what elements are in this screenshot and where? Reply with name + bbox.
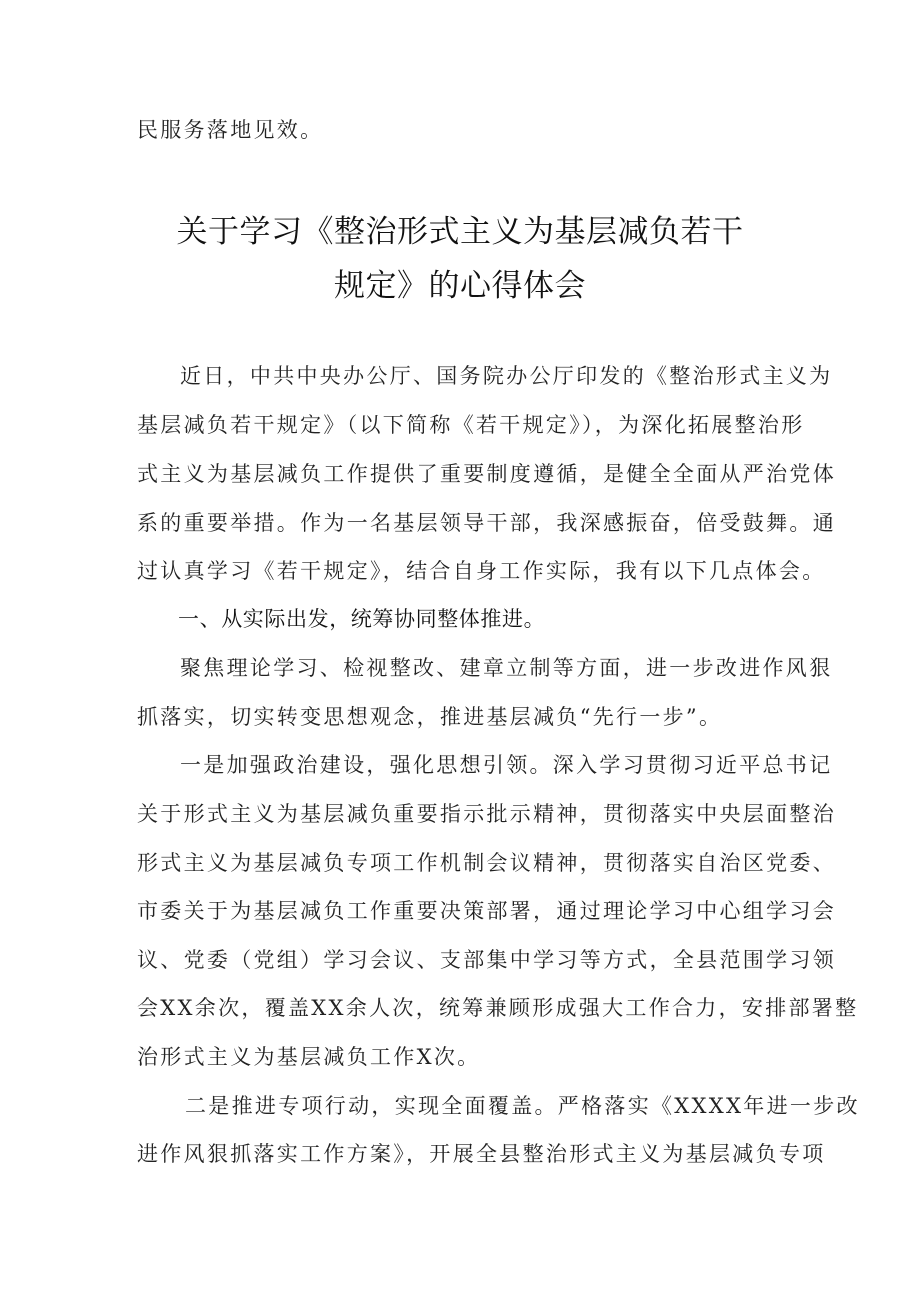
point1-line-1: 一是加强政治建设，强化思想引领。深入学习贯彻习近平总书记 bbox=[180, 753, 833, 777]
section1-intro-line-2: 抓落实，切实转变思想观念，推进基层减负“先行一步”。 bbox=[137, 705, 723, 729]
point1-line-2: 关于形式主义为基层减负重要指示批示精神，贯彻落实中央层面整治 bbox=[137, 802, 836, 826]
point1-line-5: 议、党委（党组）学习会议、支部集中学习等方式，全县范围学习领 bbox=[137, 948, 836, 972]
point1-line-6: 会XX余次，覆盖XX余人次，统筹兼顾形成强大工作合力，安排部署整 bbox=[137, 996, 859, 1020]
carryover-line: 民服务落地见效。 bbox=[137, 118, 324, 142]
intro-line-2: 基层减负若干规定》（以下简称《若干规定》），为深化拓展整治形 bbox=[137, 413, 805, 437]
intro-line-5: 过认真学习《若干规定》，结合自身工作实际，我有以下几点体会。 bbox=[137, 559, 826, 583]
point1-line-7: 治形式主义为基层减负工作X次。 bbox=[137, 1045, 481, 1069]
intro-line-3: 式主义为基层减负工作提供了重要制度遵循，是健全全面从严治党体 bbox=[137, 462, 836, 486]
title-line-2: 规定》的心得体会 bbox=[334, 268, 586, 304]
point1-line-3: 形式主义为基层减负专项工作机制会议精神，贯彻落实自治区党委、 bbox=[137, 851, 836, 875]
point2-line-1: 二是推进专项行动，实现全面覆盖。严格落实《XXXX年进一步改 bbox=[185, 1094, 860, 1118]
section1-intro-line-1: 聚焦理论学习、检视整改、建章立制等方面，进一步改进作风狠 bbox=[180, 656, 833, 680]
section1-heading: 一、从实际出发，统筹协同整体推进。 bbox=[178, 607, 546, 631]
intro-line-4: 系的重要举措。作为一名基层领导干部，我深感振奋，倍受鼓舞。通 bbox=[137, 511, 836, 535]
title-line-1: 关于学习《整治形式主义为基层减负若干 bbox=[176, 214, 744, 250]
intro-line-1: 近日，中共中央办公厅、国务院办公厅印发的《整治形式主义为 bbox=[180, 364, 833, 388]
point2-line-2: 进作风狠抓落实工作方案》，开展全县整治形式主义为基层减负专项 bbox=[137, 1142, 826, 1166]
point1-line-4: 市委关于为基层减负工作重要决策部署，通过理论学习中心组学习会 bbox=[137, 899, 836, 923]
